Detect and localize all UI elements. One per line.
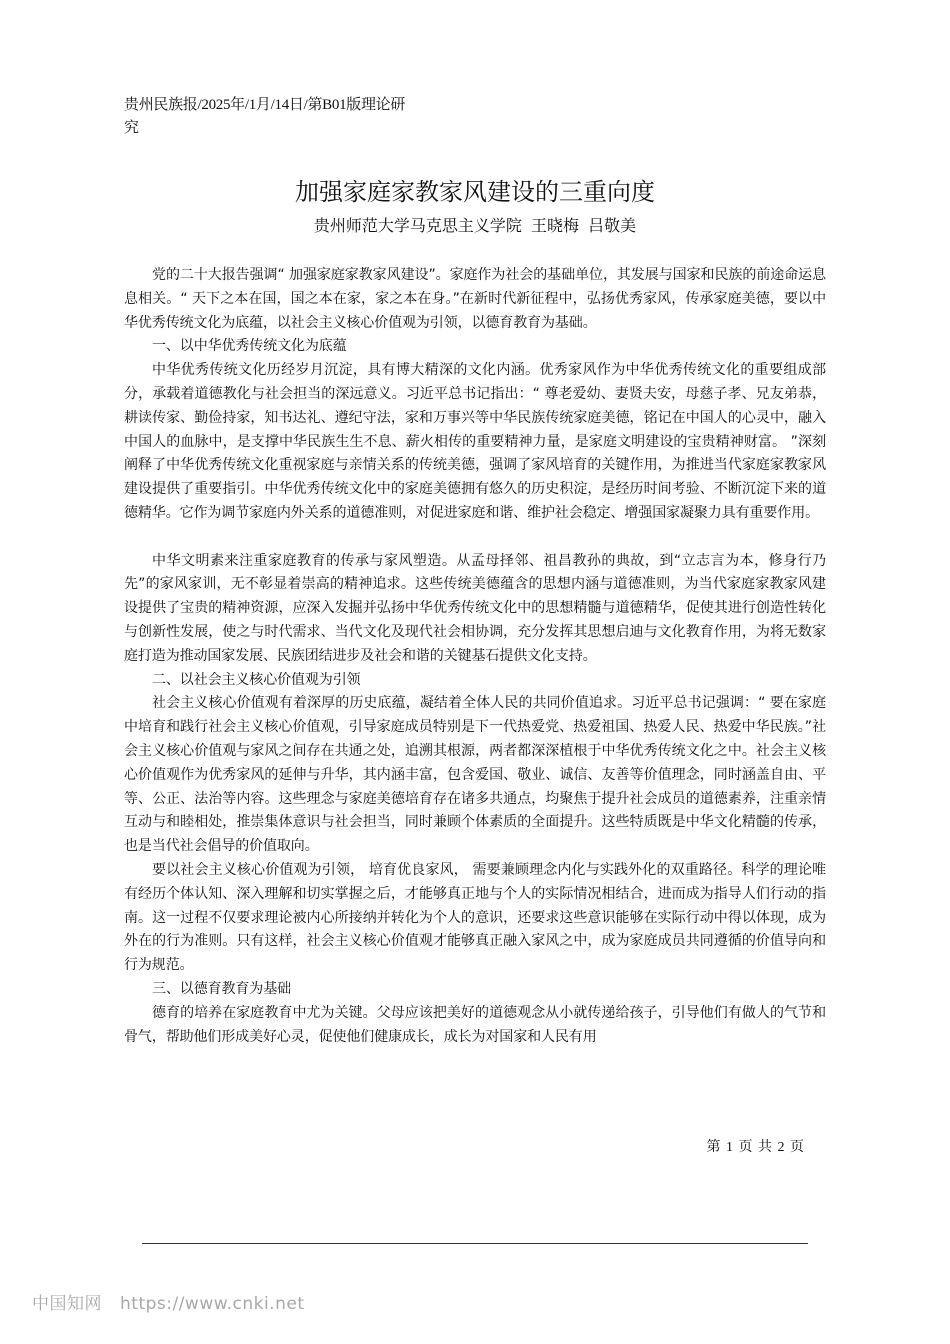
author-line: 贵州师范大学马克思主义学院 王晓梅 吕敬美 xyxy=(313,216,637,235)
paragraph: 中华文明素来注重家庭教育的传承与家风塑造。从孟母择邻、祖昌教孙的典故，到“立志言为本，修身行乃先”的家风家训，无不彰显着崇高的精神追求。这些传统美德蕴含的思想内涵与道德准则，为当代家庭家教家风建设提供了宝贵的精神资源，应深入发掘并弘扬中华优秀传统文化中的思想精髓与道德精华，促使其进行创造性转化与创新性发展，使之与时代需求、当代文化及现代社会相协调，充分发挥其思想启迪与文化教育作用，为将无数家庭打造为推动国家发展、民族团结进步及社会和谐的关键基石提供文化支持。 xyxy=(124,552,826,664)
cnki-watermark xyxy=(32,1293,304,1315)
section-heading-2: 二、以社会主义核心价值观为引领 xyxy=(152,671,361,688)
watermark-url: https://www.cnki.net xyxy=(120,1294,305,1314)
watermark-brand: 中国知网 xyxy=(32,1294,102,1314)
paragraph: 社会主义核心价值观有着深厚的历史底蕴，凝结着全体人民的共同价值追求。习近平总书记强调：“ 要在家庭中培育和践行社会主义核心价值观，引导家庭成员特别是下一代热爱党、热爱祖国、热爱人民、热爱中华民族。”社会主义核心价值观与家风之间存在共通之处，追溯其根源，两者都深深植根于中华优秀传统文化之中。社会主义核心价值观作为优秀家风的延伸与升华，其内涵丰富，包含爱国、敬业、诚信、友善等价值理念，同时涵盖自由、平等、公正、法治等内容。这些理念与家庭美德培育存在诸多共通点，均聚焦于提升社会成员的道德素养，注重亲情互动与和睦相处，推崇集体意识与社会担当，同时兼顾个体素质的全面提升。这些特质既是中华文化精髓的传承，也是当代社会倡导的价值取向。 xyxy=(124,695,826,855)
paragraph: 德育的培养在家庭教育中尤为关键。父母应该把美好的道德观念从小就传递给孩子，引导他们有做人的气节和骨气，帮助他们形成美好心灵，促使他们健康成长，成长为对国家和人民有用 xyxy=(124,1004,826,1045)
paragraph: 中华优秀传统文化历经岁月沉淀，具有博大精深的文化内涵。优秀家风作为中华优秀传统文化的重要组成部分，承载着道德教化与社会担当的深远意义。习近平总书记指出：“ 尊老爱幼、妻贤夫安，母慈子孝、兄友弟恭，耕读传家、勤俭持家，知书达礼、遵纪守法，家和万事兴等中华民族传统家庭美德，铭记在中国人的心灵中，融入中国人的血脉中，是支撑中华民族生生不息、薪火相传的重要精神力量，是家庭文明建设的宝贵精神财富。 ”深刻阐释了中华优秀传统文化重视家庭与亲情关系的传统美德，强调了家风培育的关键作用，为推进当代家庭家教家风建设提供了重要指引。中华优秀传统文化中的家庭美德拥有悠久的历史积淀，是经历时间考验、不断沉淀下来的道德精华。它作为调节家庭内外关系的道德准则，对促进家庭和谐、维护社会稳定、增强国家凝聚力具有重要作用。 xyxy=(124,362,826,521)
page-number: 第 1 页 共 2 页 xyxy=(706,1140,804,1155)
paragraph-intro: 党的二十大报告强调“ 加强家庭家教家风建设”。家庭作为社会的基础单位，其发展与国家和民族的前途命运息息相关。“ 天下之本在国，国之本在家，家之本在身。”在新时代新征程中，弘扬优秀家风，传承家庭美德，要以中华优秀传统文化为底蕴，以社会主义核心价值观为引领，以德育教育为基础。 xyxy=(124,267,826,331)
article-title: 加强家庭家教家风建设的三重向度 xyxy=(295,178,655,207)
section-heading-1: 一、以中华优秀传统文化为底蕴 xyxy=(152,338,347,355)
section-heading-3: 三、以德育教育为基础 xyxy=(152,980,291,997)
footer-divider xyxy=(142,1243,808,1244)
source-line: 贵州民族报/2025年/1月/14日/第B01版理论研究 xyxy=(124,97,406,136)
article-body xyxy=(124,264,826,1049)
paragraph: 要以社会主义核心价值观为引领， 培育优良家风， 需要兼顾理念内化与实践外化的双重路径。科学的理论唯有经历个体认知、深入理解和切实掌握之后，才能够真正地与个人的实际情况相结合，进而成为指导人们行动的指南。这一过程不仅要求理论被内心所接纳并转化为个人的意识，还要求这些意识能够在实际行动中得以体现，成为外在的行为准则。只有这样，社会主义核心价值观才能够真正融入家风之中，成为家庭成员共同遵循的价值导向和行为规范。 xyxy=(124,861,826,974)
